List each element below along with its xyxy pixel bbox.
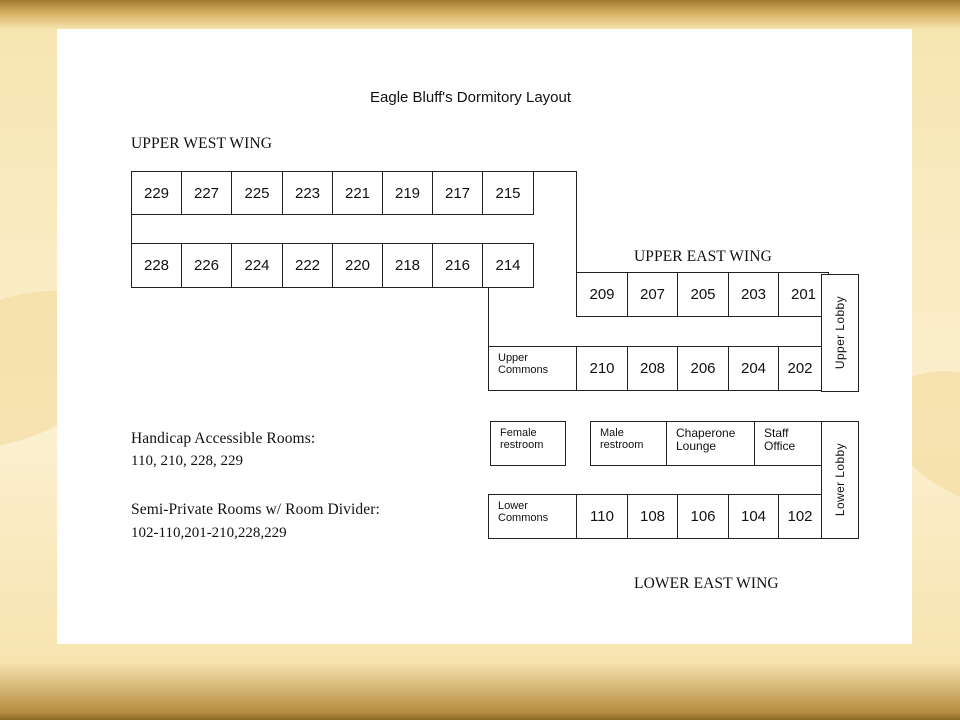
room: 210 [576,346,628,391]
room: 227 [181,171,232,215]
room: 224 [231,243,283,288]
room: 110 [576,494,628,539]
room: 225 [231,171,283,215]
room: 217 [432,171,483,215]
room: 104 [728,494,779,539]
room: 204 [728,346,779,391]
room: 108 [627,494,678,539]
room: 205 [677,272,729,317]
room: 223 [282,171,333,215]
room: 206 [677,346,729,391]
room: 216 [432,243,483,288]
upper-lobby-label: Upper Lobby [833,296,847,370]
room: 201 [778,272,829,317]
room: 219 [382,171,433,215]
room: 218 [382,243,433,288]
room: 229 [131,171,182,215]
male-restroom: Male restroom [590,421,667,466]
slide-canvas [57,29,912,644]
handicap-heading: Handicap Accessible Rooms: [131,430,316,447]
room: 203 [728,272,779,317]
room: 209 [576,272,628,317]
lower-lobby [821,421,859,539]
room: 207 [627,272,678,317]
room: 221 [332,171,383,215]
handicap-rooms: 110, 210, 228, 229 [131,453,243,469]
semi-private-heading: Semi-Private Rooms w/ Room Divider: [131,501,380,518]
semi-private-rooms: 102-110,201-210,228,229 [131,525,287,541]
staff-office: Staff Office [754,421,822,466]
lower-east-wing-heading: LOWER EAST WING [634,575,779,592]
room: 228 [131,243,182,288]
upper-commons: Upper Commons [488,346,577,391]
room: 215 [482,171,534,215]
room: 222 [282,243,333,288]
room: 226 [181,243,232,288]
lower-commons: Lower Commons [488,494,577,539]
diagram-title: Eagle Bluff's Dormitory Layout [370,89,572,106]
upper-east-wing-heading: UPPER EAST WING [634,248,772,265]
female-restroom: Female restroom [490,421,566,466]
room: 102 [778,494,822,539]
room: 106 [677,494,729,539]
room: 214 [482,243,534,288]
room: 208 [627,346,678,391]
room: 202 [778,346,822,391]
hallway-wall [131,214,132,244]
lower-lobby-label: Lower Lobby [833,443,847,517]
hallway-wall [488,287,489,347]
upper-west-wing-heading: UPPER WEST WING [131,135,273,152]
upper-lobby [821,274,859,392]
chaperone-lounge: Chaperone Lounge [666,421,755,466]
room: 220 [332,243,383,288]
hallway-wall [533,171,577,172]
